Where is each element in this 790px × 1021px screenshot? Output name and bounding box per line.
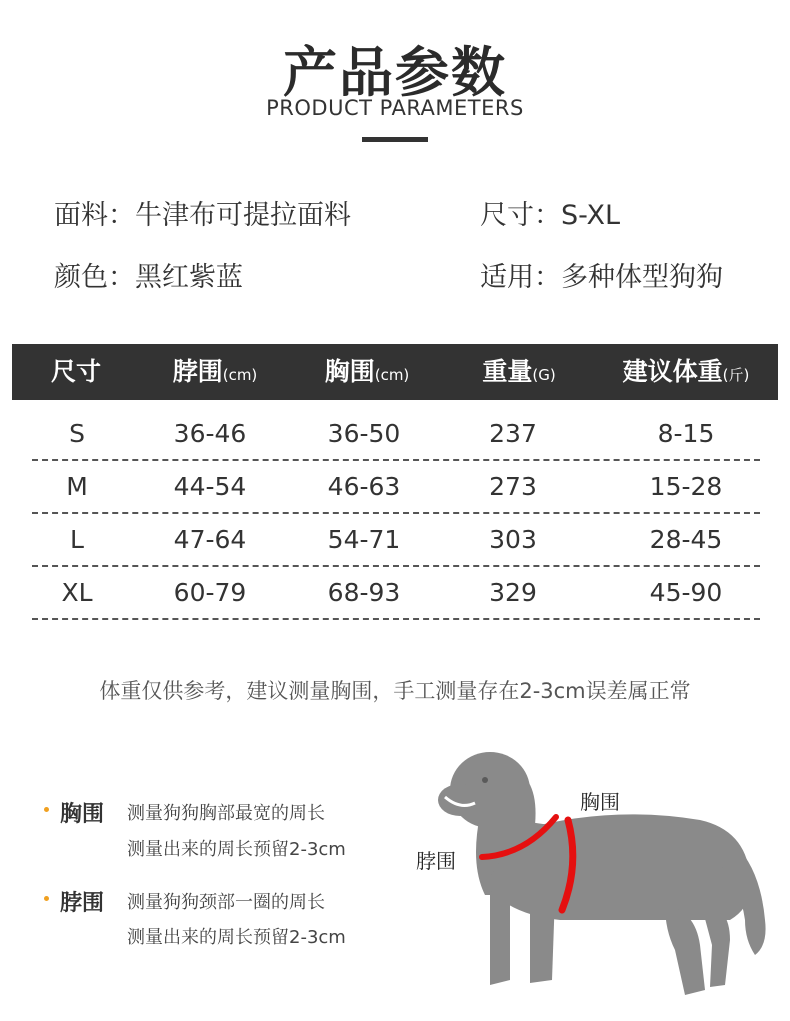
dog-chest-label: 胸围 xyxy=(580,790,620,814)
cell-neck: 60-79 xyxy=(173,578,247,607)
header-weight-unit: (G) xyxy=(532,366,556,384)
chest-measure-label: 胸围 xyxy=(60,802,105,827)
cell-chest: 68-93 xyxy=(327,578,401,607)
param-color: 颜色：黑红紫蓝 xyxy=(54,262,243,293)
cell-chest: 54-71 xyxy=(327,525,401,554)
neck-measure-line2: 测量出来的周长预留2-3cm xyxy=(127,927,346,948)
dog-eye xyxy=(482,777,488,783)
param-size: 尺寸：S-XL xyxy=(480,200,621,231)
header-size-label: 尺寸 xyxy=(50,357,101,386)
cell-weight: 329 xyxy=(489,578,537,607)
header-neck-label: 脖围 xyxy=(172,357,223,386)
weight-note: 体重仅供参考，建议测量胸围，手工测量存在2-3cm误差属正常 xyxy=(99,679,691,703)
cell-suggested-weight: 45-90 xyxy=(649,578,723,607)
cell-chest: 46-63 xyxy=(327,472,401,501)
cell-size: S xyxy=(69,419,85,448)
cell-suggested-weight: 15-28 xyxy=(649,472,723,501)
cell-weight: 237 xyxy=(489,419,537,448)
header-neck xyxy=(140,344,290,400)
header-weight-label: 重量 xyxy=(482,357,533,386)
neck-measure-label: 脖围 xyxy=(60,891,105,916)
neck-measure-line1: 测量狗狗颈部一圈的周长 xyxy=(127,892,325,913)
header-chest xyxy=(290,344,444,400)
table-row xyxy=(32,461,760,514)
param-material: 面料：牛津布可提拉面料 xyxy=(54,200,351,231)
cell-neck: 47-64 xyxy=(173,525,247,554)
title-underline xyxy=(362,137,428,142)
header-size xyxy=(12,344,140,400)
header-suggested-weight xyxy=(594,344,778,400)
header-neck-unit: (cm) xyxy=(222,366,258,384)
header-chest-label: 胸围 xyxy=(324,357,375,386)
cell-neck: 36-46 xyxy=(173,419,247,448)
cell-neck: 44-54 xyxy=(173,472,247,501)
page-subtitle: PRODUCT PARAMETERS xyxy=(266,96,524,120)
table-row xyxy=(32,408,760,461)
cell-suggested-weight: 8-15 xyxy=(657,419,715,448)
table-row xyxy=(32,514,760,567)
header-weight xyxy=(444,344,594,400)
chest-measure-line1: 测量狗狗胸部最宽的周长 xyxy=(127,803,325,824)
dog-neck-label: 脖围 xyxy=(416,849,456,873)
cell-weight: 303 xyxy=(489,525,537,554)
header-suggested-weight-unit: (斤) xyxy=(722,366,750,384)
chest-measure-line2: 测量出来的周长预留2-3cm xyxy=(127,839,346,860)
table-row xyxy=(32,567,760,620)
cell-size: L xyxy=(70,525,84,554)
cell-size: M xyxy=(66,472,88,501)
cell-size: XL xyxy=(61,578,93,607)
cell-weight: 273 xyxy=(489,472,537,501)
page-title: 产品参数 xyxy=(283,41,507,104)
cell-chest: 36-50 xyxy=(327,419,401,448)
header-chest-unit: (cm) xyxy=(374,366,410,384)
header-suggested-weight-label: 建议体重 xyxy=(622,357,723,386)
row-divider xyxy=(32,618,760,620)
neck-bullet-dot xyxy=(44,896,49,901)
param-suitable: 适用：多种体型狗狗 xyxy=(480,262,723,293)
size-table-header xyxy=(12,344,778,400)
chest-bullet-dot xyxy=(44,807,49,812)
cell-suggested-weight: 28-45 xyxy=(649,525,723,554)
